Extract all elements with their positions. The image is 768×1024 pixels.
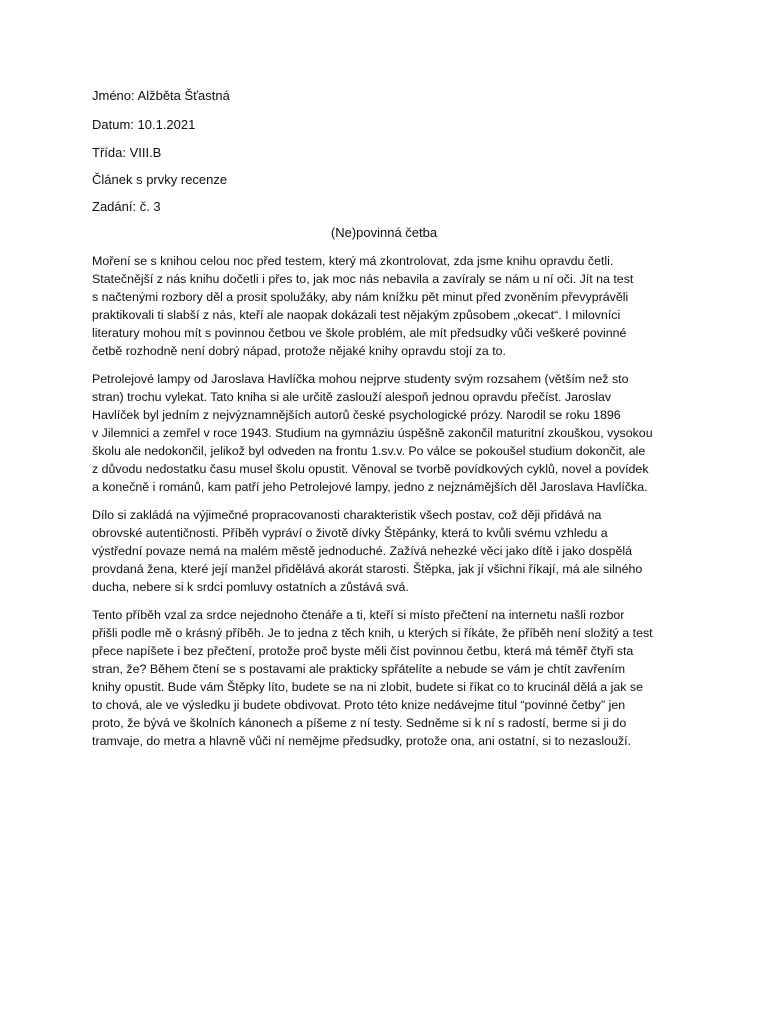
text-line: Tento příběh vzal za srdce nejednoho čtenáře a ti, kteří si místo přečtení na internetu našli rozbor: [92, 608, 625, 622]
text-line: přece napíšete i bez přečtení, protože proč byste měli číst povinnou četbu, která má téměř čtyři sta: [92, 644, 634, 658]
text-line: přišli podle mě o krásný příběh. Je to jedna z těch knih, u kterých si říkáte, že příběh není složitý a test: [92, 626, 653, 640]
text-line: výstřední povaze nemá na malém městě jednoduché. Zažívá nehezké věci jako dítě i jako dospělá: [92, 544, 632, 558]
text-line: četbě rozhodně není dobrý nápad, protože nějaké knihy opravdu stojí za to.: [92, 344, 506, 358]
class-line: Třída: VIII.B: [92, 145, 162, 160]
text-line: stran, že? Během čtení se s postavami ale prakticky spřátelíte a nebude se vám je chtít zavřením: [92, 662, 626, 676]
text-line: tramvaje, do metra a hlavně vůči ní nemějme předsudky, protože ona, ani ostatní, si to nezaslouží.: [92, 734, 632, 748]
assignment-line: Zadání: č. 3: [92, 199, 161, 214]
article-body: [92, 252, 675, 760]
text-line: Dílo si zakládá na výjimečné propracovanosti charakteristik všech postav, což ději přidává na: [92, 508, 602, 522]
text-line: s načtenými rozbory děl a prosit spolužáky, aby nám knížku pět minut před zvoněním převyprávěli: [92, 290, 629, 304]
paragraph-2: [92, 370, 675, 496]
text-line: a konečně i románů, kam patří jeho Petrolejové lampy, jedno z nejznámějších děl Jaroslava Havlíčka.: [92, 480, 648, 494]
text-line: Havlíček byl jedním z nejvýznamnějších autorů české psychologické prózy. Narodil se roku 1896: [92, 408, 621, 422]
text-line: praktikovali ti slabší z nás, kteří ale naopak dokázali test nějakým způsobem „okecat“. I milovníci: [92, 308, 621, 322]
text-line: stran) trochu vylekat. Tato kniha si ale určitě zaslouží alespoň jednou opravdu přečíst. Jaroslav: [92, 390, 612, 404]
paragraph-3: [92, 506, 675, 596]
text-line: obrovské autentičnosti. Příběh vypráví o životě dívky Štěpánky, která to kvůli svému vzhledu a: [92, 526, 608, 540]
text-line: Petrolejové lampy od Jaroslava Havlíčka mohou nejprve studenty svým rozsahem (větším než sto: [92, 372, 629, 386]
text-line: knihy opustit. Bude vám Štěpky líto, budete se na ni zlobit, budete si říkat co to krucinál dělá a jak se: [92, 680, 644, 694]
text-line: provdaná žena, které její manžel přidělává akorát starosti. Štěpka, jak jí všichni říkají, má ale silného: [92, 562, 643, 576]
text-line: literatury mohou mít s povinnou četbou ve škole problém, ale mít předsudky vůči veškeré povinné: [92, 326, 627, 340]
date-line: Datum: 10.1.2021: [92, 117, 196, 132]
paragraph-4: [92, 606, 675, 750]
paragraph-1: [92, 252, 675, 360]
article-type-line: Článek s prvky recenze: [92, 172, 228, 187]
text-line: to chová, ale ve výsledku ji budete obdivovat. Proto této knize nedávejme titul “povinné četby” jen: [92, 698, 626, 712]
text-line: proto, že bývá ve školních kánonech a píšeme z ní testy. Sedněme si k ní s radostí, berme si ji do: [92, 716, 627, 730]
text-line: školu ale nedokončil, jelikož byl odveden na frontu 1.sv.v. Po válce se pokoušel studium dokončit, ale: [92, 444, 646, 458]
text-line: z důvodu nedostatku času musel školu opustit. Věnoval se tvorbě povídkových cyklů, novel a povídek: [92, 462, 649, 476]
text-line: ducha, nebere si k srdci pomluvy ostatních a zůstává svá.: [92, 580, 409, 594]
text-line: Statečnější z nás knihu dočetli i přes to, jak moc nás nebavila a zavíraly se nám u ní oči. Jít na test: [92, 272, 634, 286]
text-line: v Jilemnici a zemřel v roce 1943. Studium na gymnáziu úspěšně zakončil maturitní zkouškou, vysokou: [92, 426, 653, 440]
student-name: Jméno: Alžběta Šťastná: [92, 88, 230, 103]
text-line: Moření se s knihou celou noc před testem, který má zkontrolovat, zda jsme knihu opravdu četli.: [92, 254, 614, 268]
article-title: (Ne)povinná četba: [330, 225, 438, 240]
